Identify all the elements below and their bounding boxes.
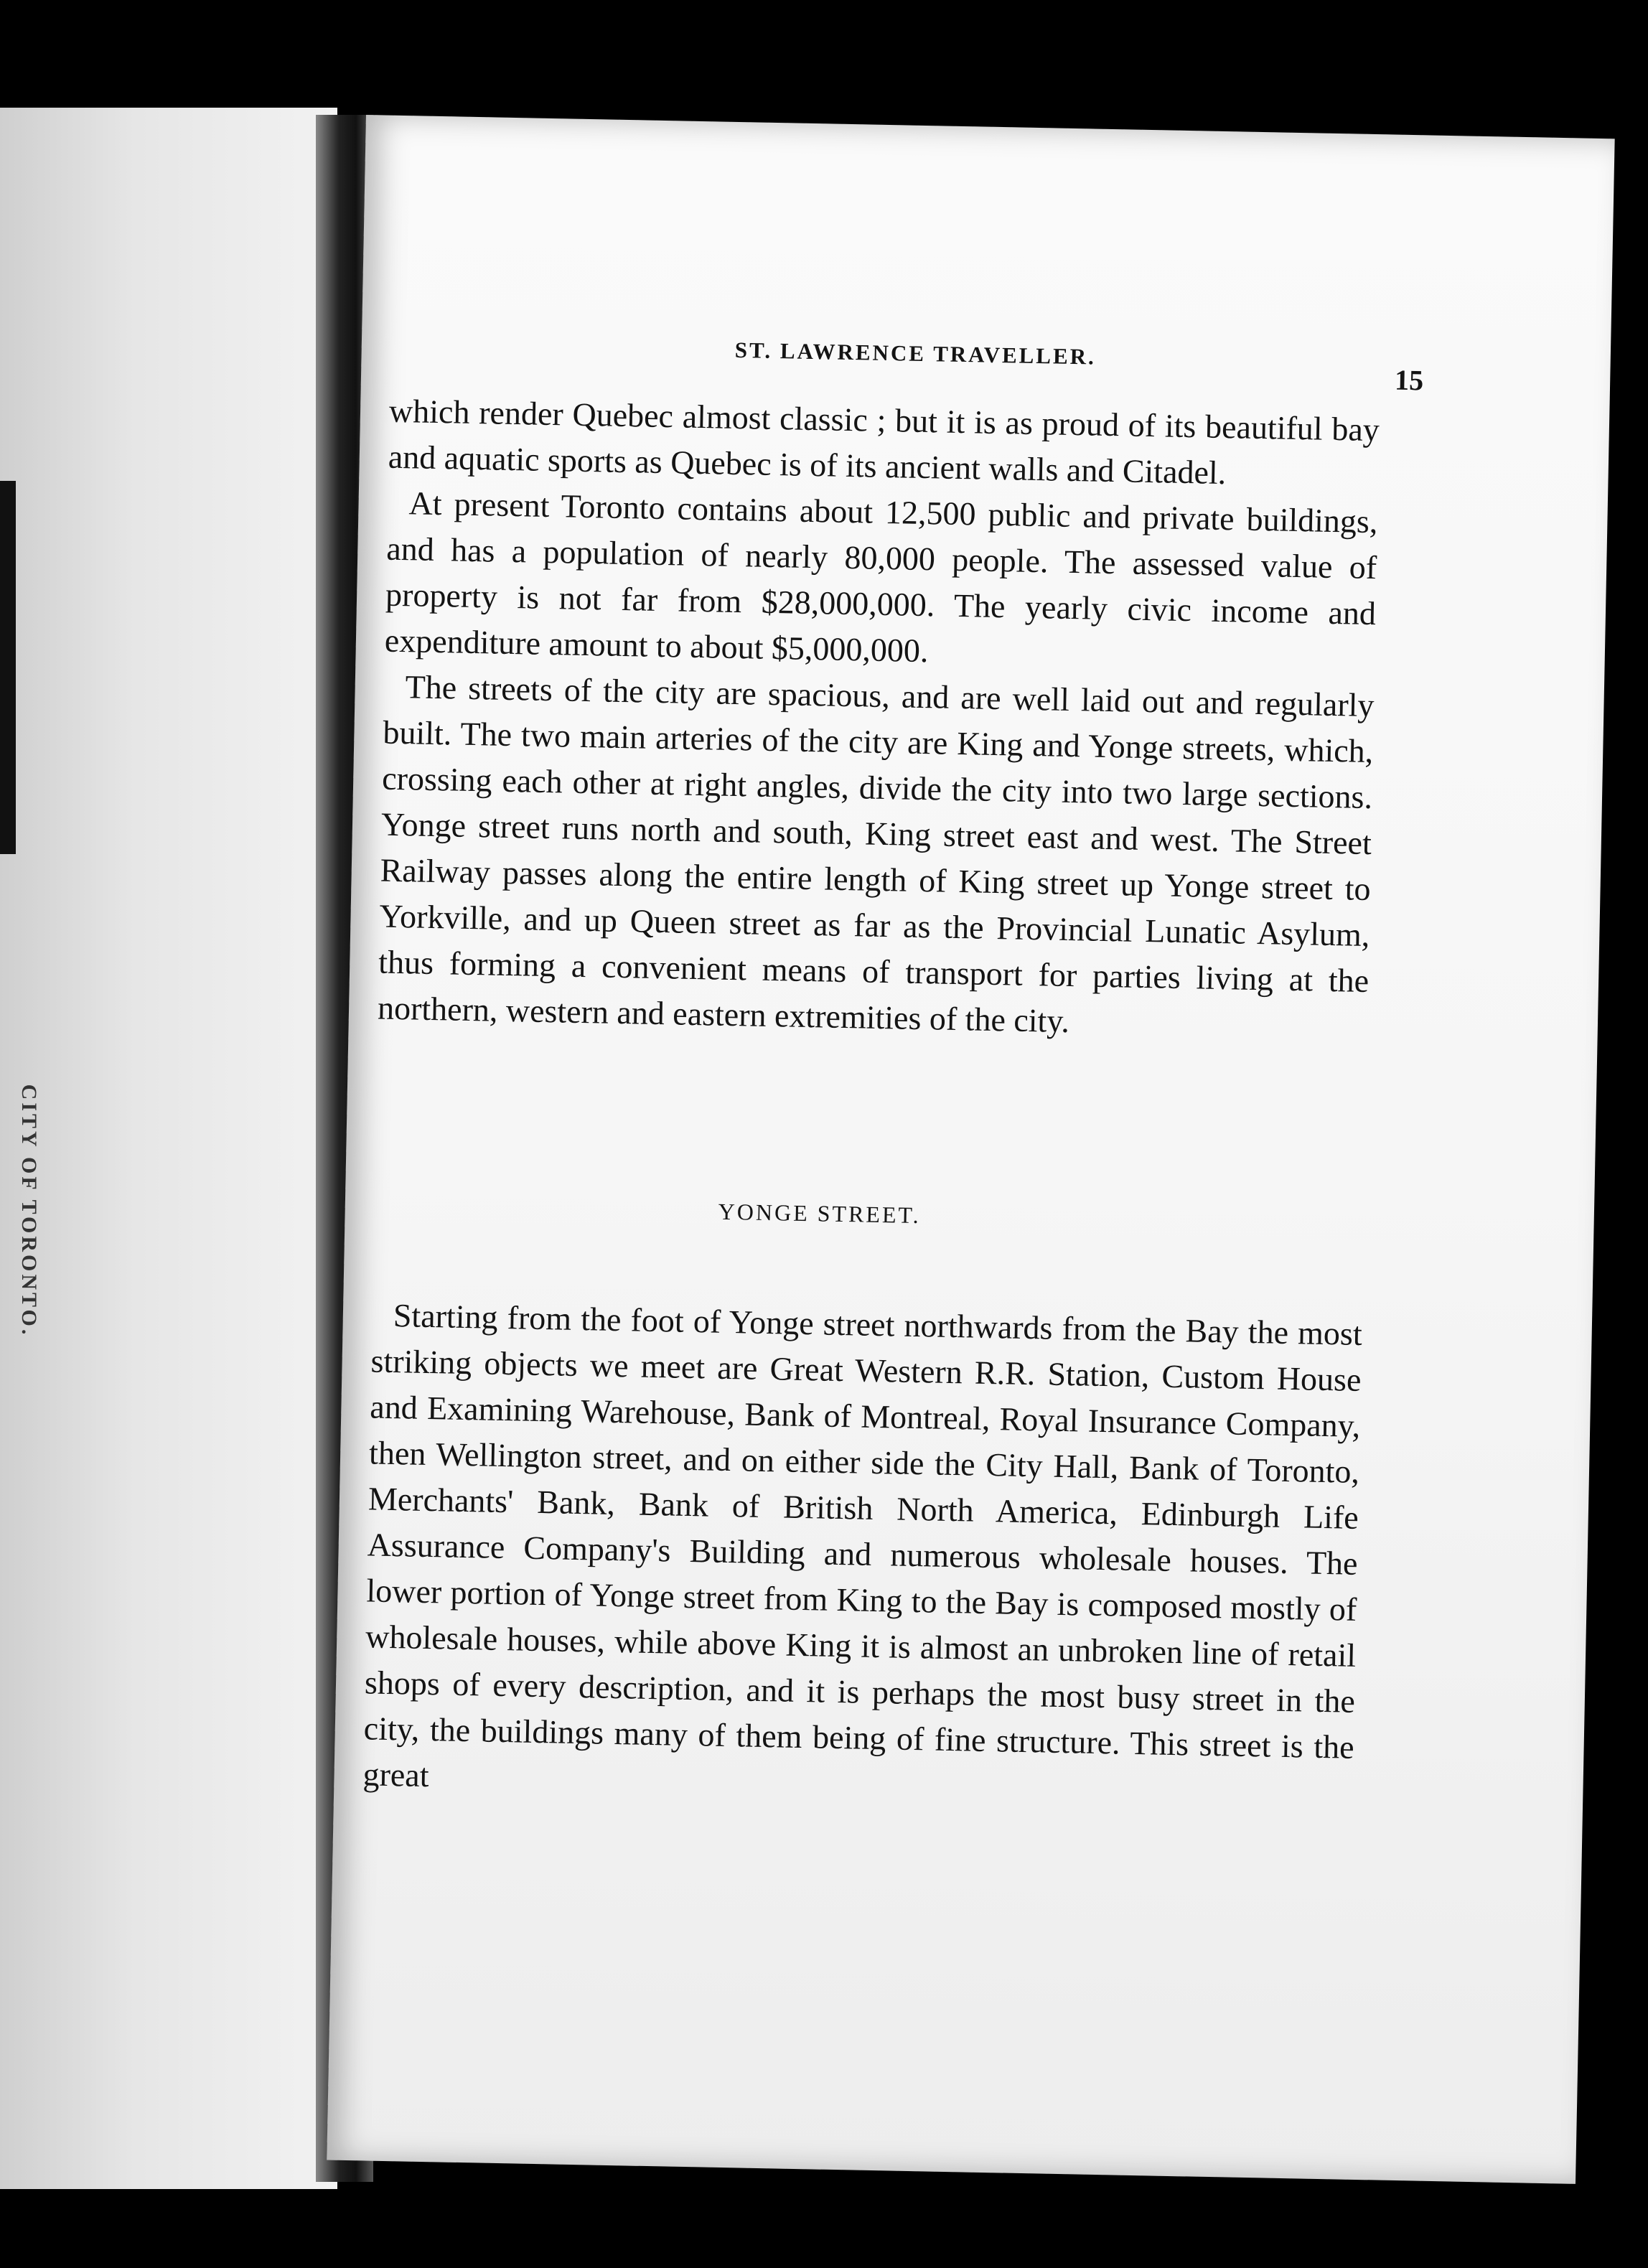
page-content [362,116,1424,1794]
book-page [327,115,1614,2184]
page-shadow [0,481,16,854]
paragraph: The streets of the city are spacious, and are well laid out and regularly built. The two main arteries of the city are King and Yonge streets, which, crossing each other at right angles, divide the city into two large sections. Yonge street runs north and south, King street east and west. The Street Railway passes along the entire length of King street up Yonge street to Yorkville, and up Queen street as far as the Provincial Lunatic Asylum, thus forming a convenient means of transport for parties living at the northern, western and eastern extremities of the city. [377,668,1375,1040]
spine-text: CITY OF TORONTO. [17,1084,41,1338]
paragraph: At present Toronto contains about 12,500 public and private buildings, and has a population of nearly 80,000 people. The assessed value of property is not far from $28,000,000. The yearly civic income and expenditure amount to about $5,000,000. [384,484,1378,670]
section-heading: YONGE STREET. [718,1198,921,1229]
facing-page [0,108,337,2189]
paragraph: which render Quebec almost classic ; but it is as proud of its beautiful bay and aquatic sports as Quebec is of its ancient walls and Citadel. [388,392,1380,492]
running-head: ST. LAWRENCE TRAVELLER. [734,337,1097,370]
text-block-top [377,388,1380,1050]
text-block-bottom [362,1292,1362,1816]
page-number: 15 [1394,363,1424,397]
paragraph: Starting from the foot of Yonge street northwards from the Bay the most striking objects we meet are Great Western R.R. Station, Custom House and Examining Warehouse, Bank of Montreal, Royal Insurance Company, then Wellington street, and on either side the City Hall, Bank of Toronto, Merchants' Bank, Bank of British North America, Edinburgh Life Assurance Company's Building and numerous wholesale houses. The lower portion of Yonge street from King to the Bay is composed mostly of wholesale houses, while above King it is almost an unbroken line of retail shops of every description, and it is perhaps the most busy street in the city, the buildings many of them being of fine structure. This street is the great [362,1297,1363,1794]
